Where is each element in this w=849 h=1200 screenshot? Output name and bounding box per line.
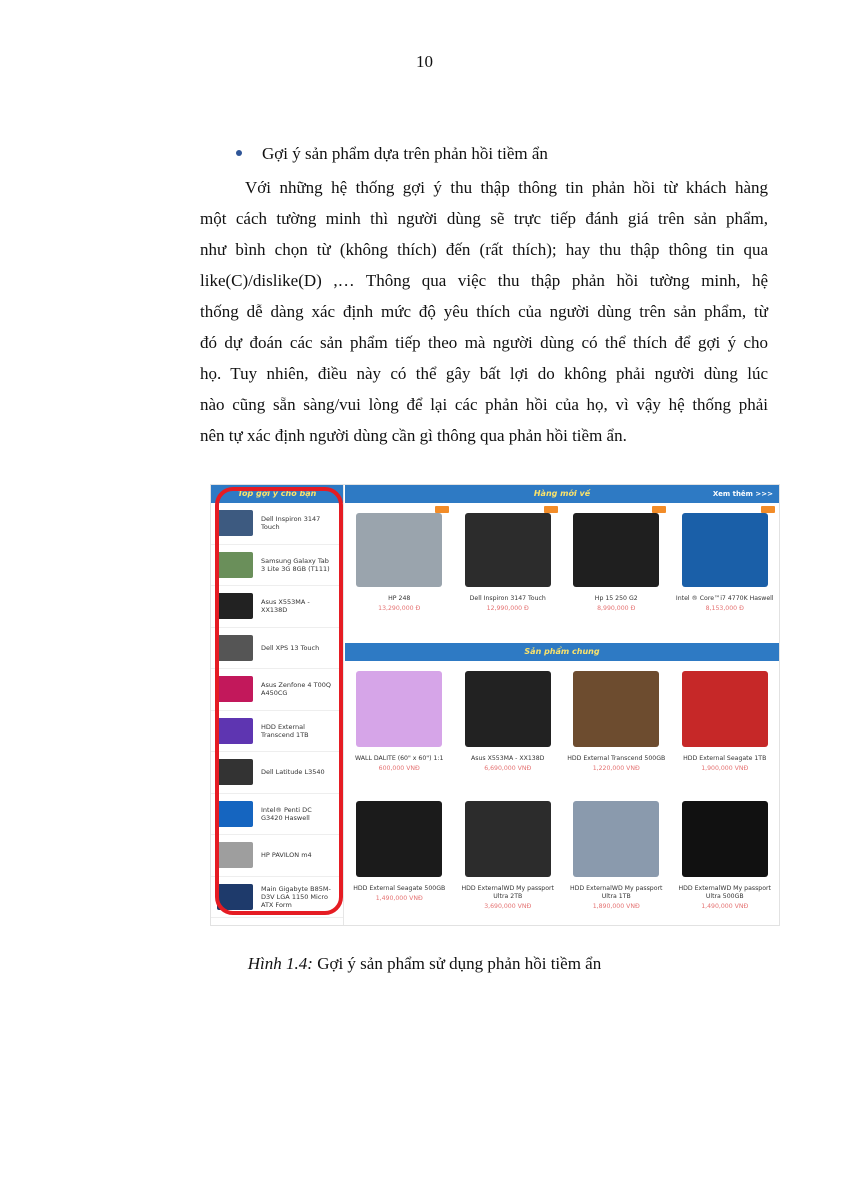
product-card[interactable] (673, 791, 777, 921)
figure-caption (0, 954, 849, 974)
product-name: HDD External Transcend 500GB (567, 755, 666, 762)
product-price: 1,490,000 VNĐ (375, 895, 423, 902)
common-products-grid (345, 791, 779, 921)
product-price: 8,153,000 Đ (705, 605, 744, 612)
product-card[interactable] (456, 791, 560, 921)
sidebar-item-label: Intel® Penti DC G3420 Haswell (261, 805, 312, 822)
product-price: 1,490,000 VNĐ (701, 903, 749, 910)
sidebar-item-label: HDD External Transcend 1TB (261, 722, 309, 739)
paragraph-line: like(C)/dislike(D) ,… Thông qua việc thu thập phản hồi tường minh, hệ (200, 271, 768, 290)
paragraph-line: đó dự đoán các sản phẩm tiếp theo mà người dùng có thể thích để gợi ý cho (200, 333, 768, 352)
new-badge (761, 506, 775, 513)
product-price: 1,900,000 VNĐ (701, 765, 749, 772)
product-card[interactable] (564, 791, 668, 921)
product-price: 12,990,000 Đ (486, 605, 529, 612)
new-badge (435, 506, 449, 513)
new-arrivals-title: Hàng mới về (533, 489, 591, 498)
sidebar-item-label: HP PAVILON m4 (261, 851, 312, 860)
product-card[interactable] (673, 503, 777, 635)
product-image (356, 671, 442, 747)
bullet-icon (236, 150, 242, 156)
paragraph-line: một cách tường minh thì người dùng sẽ trực tiếp đánh giá trên sản phẩm, (200, 209, 768, 228)
product-name: HDD ExternalWD My passport Ultra 1TB (570, 885, 663, 900)
product-card[interactable] (456, 503, 560, 635)
product-price: 8,990,000 Đ (597, 605, 636, 612)
product-image (682, 671, 768, 747)
product-image (573, 671, 659, 747)
product-price: 1,890,000 VNĐ (592, 903, 640, 910)
paragraph-line: nào cũng sẵn sàng/vui lòng để lại các phản hồi của họ, vì vậy hệ thống phải (200, 395, 768, 414)
new-badge (652, 506, 666, 513)
product-card[interactable] (456, 661, 560, 791)
product-image (356, 801, 442, 877)
paragraph-line: Với những hệ thống gợi ý thu thập thông tin phản hồi từ khách hàng (245, 178, 768, 197)
new-arrivals-grid (345, 503, 779, 635)
product-card[interactable] (347, 661, 451, 791)
product-name: Intel ® Core™i7 4770K Haswell (675, 595, 774, 602)
product-name: HP 248 (388, 595, 411, 602)
product-name: HDD ExternalWD My passport Ultra 2TB (461, 885, 554, 900)
main-product-area (345, 485, 779, 925)
product-price: 600,000 VNĐ (378, 765, 420, 772)
page-number: 10 (416, 52, 433, 71)
product-name: WALL DALITE (60" x 60") 1:1 (355, 755, 444, 762)
new-arrivals-bar (345, 485, 779, 503)
sidebar-item-label: Main Gigabyte B85M-D3V LGA 1150 Micro ATX Form (261, 884, 331, 909)
product-image (356, 513, 442, 587)
product-name: Dell Inspiron 3147 Touch (469, 595, 546, 602)
see-more-link[interactable]: Xem thêm >>> (712, 490, 773, 498)
product-card[interactable] (347, 791, 451, 921)
product-card[interactable] (564, 503, 668, 635)
product-price: 6,690,000 VNĐ (484, 765, 532, 772)
product-image (465, 671, 551, 747)
product-card[interactable] (347, 503, 451, 635)
body-paragraph (200, 172, 768, 451)
common-products-grid (345, 661, 779, 791)
product-image (573, 801, 659, 877)
product-name: HDD ExternalWD My passport Ultra 500GB (678, 885, 771, 900)
product-price: 1,220,000 VNĐ (592, 765, 640, 772)
product-card[interactable] (673, 661, 777, 791)
product-image (682, 801, 768, 877)
caption-text: Gợi ý sản phẩm sử dụng phản hồi tiềm ẩn (312, 954, 602, 973)
highlight-outline (215, 487, 343, 915)
product-price: 3,690,000 VNĐ (484, 903, 532, 910)
sidebar-title: Top gợi ý cho bạn (211, 485, 343, 503)
recommendation-sidebar (211, 485, 344, 925)
figure-screenshot (210, 484, 780, 926)
product-card[interactable] (564, 661, 668, 791)
bullet-heading-text: Gợi ý sản phẩm dựa trên phản hồi tiềm ẩn (262, 144, 548, 163)
sidebar-item-label: Dell Inspiron 3147 Touch (261, 515, 321, 532)
product-name: Hp 15 250 G2 (594, 595, 638, 602)
common-products-bar (345, 643, 779, 661)
sidebar-item-label: Asus Zenfone 4 T00Q A450CG (261, 681, 331, 698)
new-badge (544, 506, 558, 513)
paragraph-line: họ. Tuy nhiên, điều này có thể gây bất lợi do không phải người dùng lúc (200, 364, 768, 383)
paragraph-line: thống dễ dàng xác định mức độ yêu thích của người dùng trên sản phẩm, từ (200, 302, 768, 321)
common-products-title: Sản phẩm chung (524, 647, 600, 656)
sidebar-item-label: Samsung Galaxy Tab 3 Lite 3G 8GB (T111) (261, 556, 330, 573)
paragraph-line: như bình chọn từ (không thích) đến (rất thích); hay thu thập thông tin qua (200, 240, 768, 259)
sidebar-item-label: Asus X553MA - XX138D (261, 598, 310, 615)
product-name: HDD External Seagate 500GB (353, 885, 446, 892)
product-image (465, 801, 551, 877)
product-price: 13,290,000 Đ (378, 605, 421, 612)
product-name: HDD External Seagate 1TB (683, 755, 767, 762)
caption-label: Hình 1.4: (247, 954, 313, 973)
product-image (465, 513, 551, 587)
section-bullet-heading (236, 144, 548, 164)
product-image (573, 513, 659, 587)
product-name: Asus X553MA - XX138D (471, 755, 545, 762)
sidebar-item-label: Dell Latitude L3540 (261, 768, 325, 777)
sidebar-item-label: Dell XPS 13 Touch (261, 643, 320, 652)
product-image (682, 513, 768, 587)
paragraph-line: nên tự xác định người dùng cần gì thông qua phản hồi tiềm ẩn. (200, 426, 627, 445)
